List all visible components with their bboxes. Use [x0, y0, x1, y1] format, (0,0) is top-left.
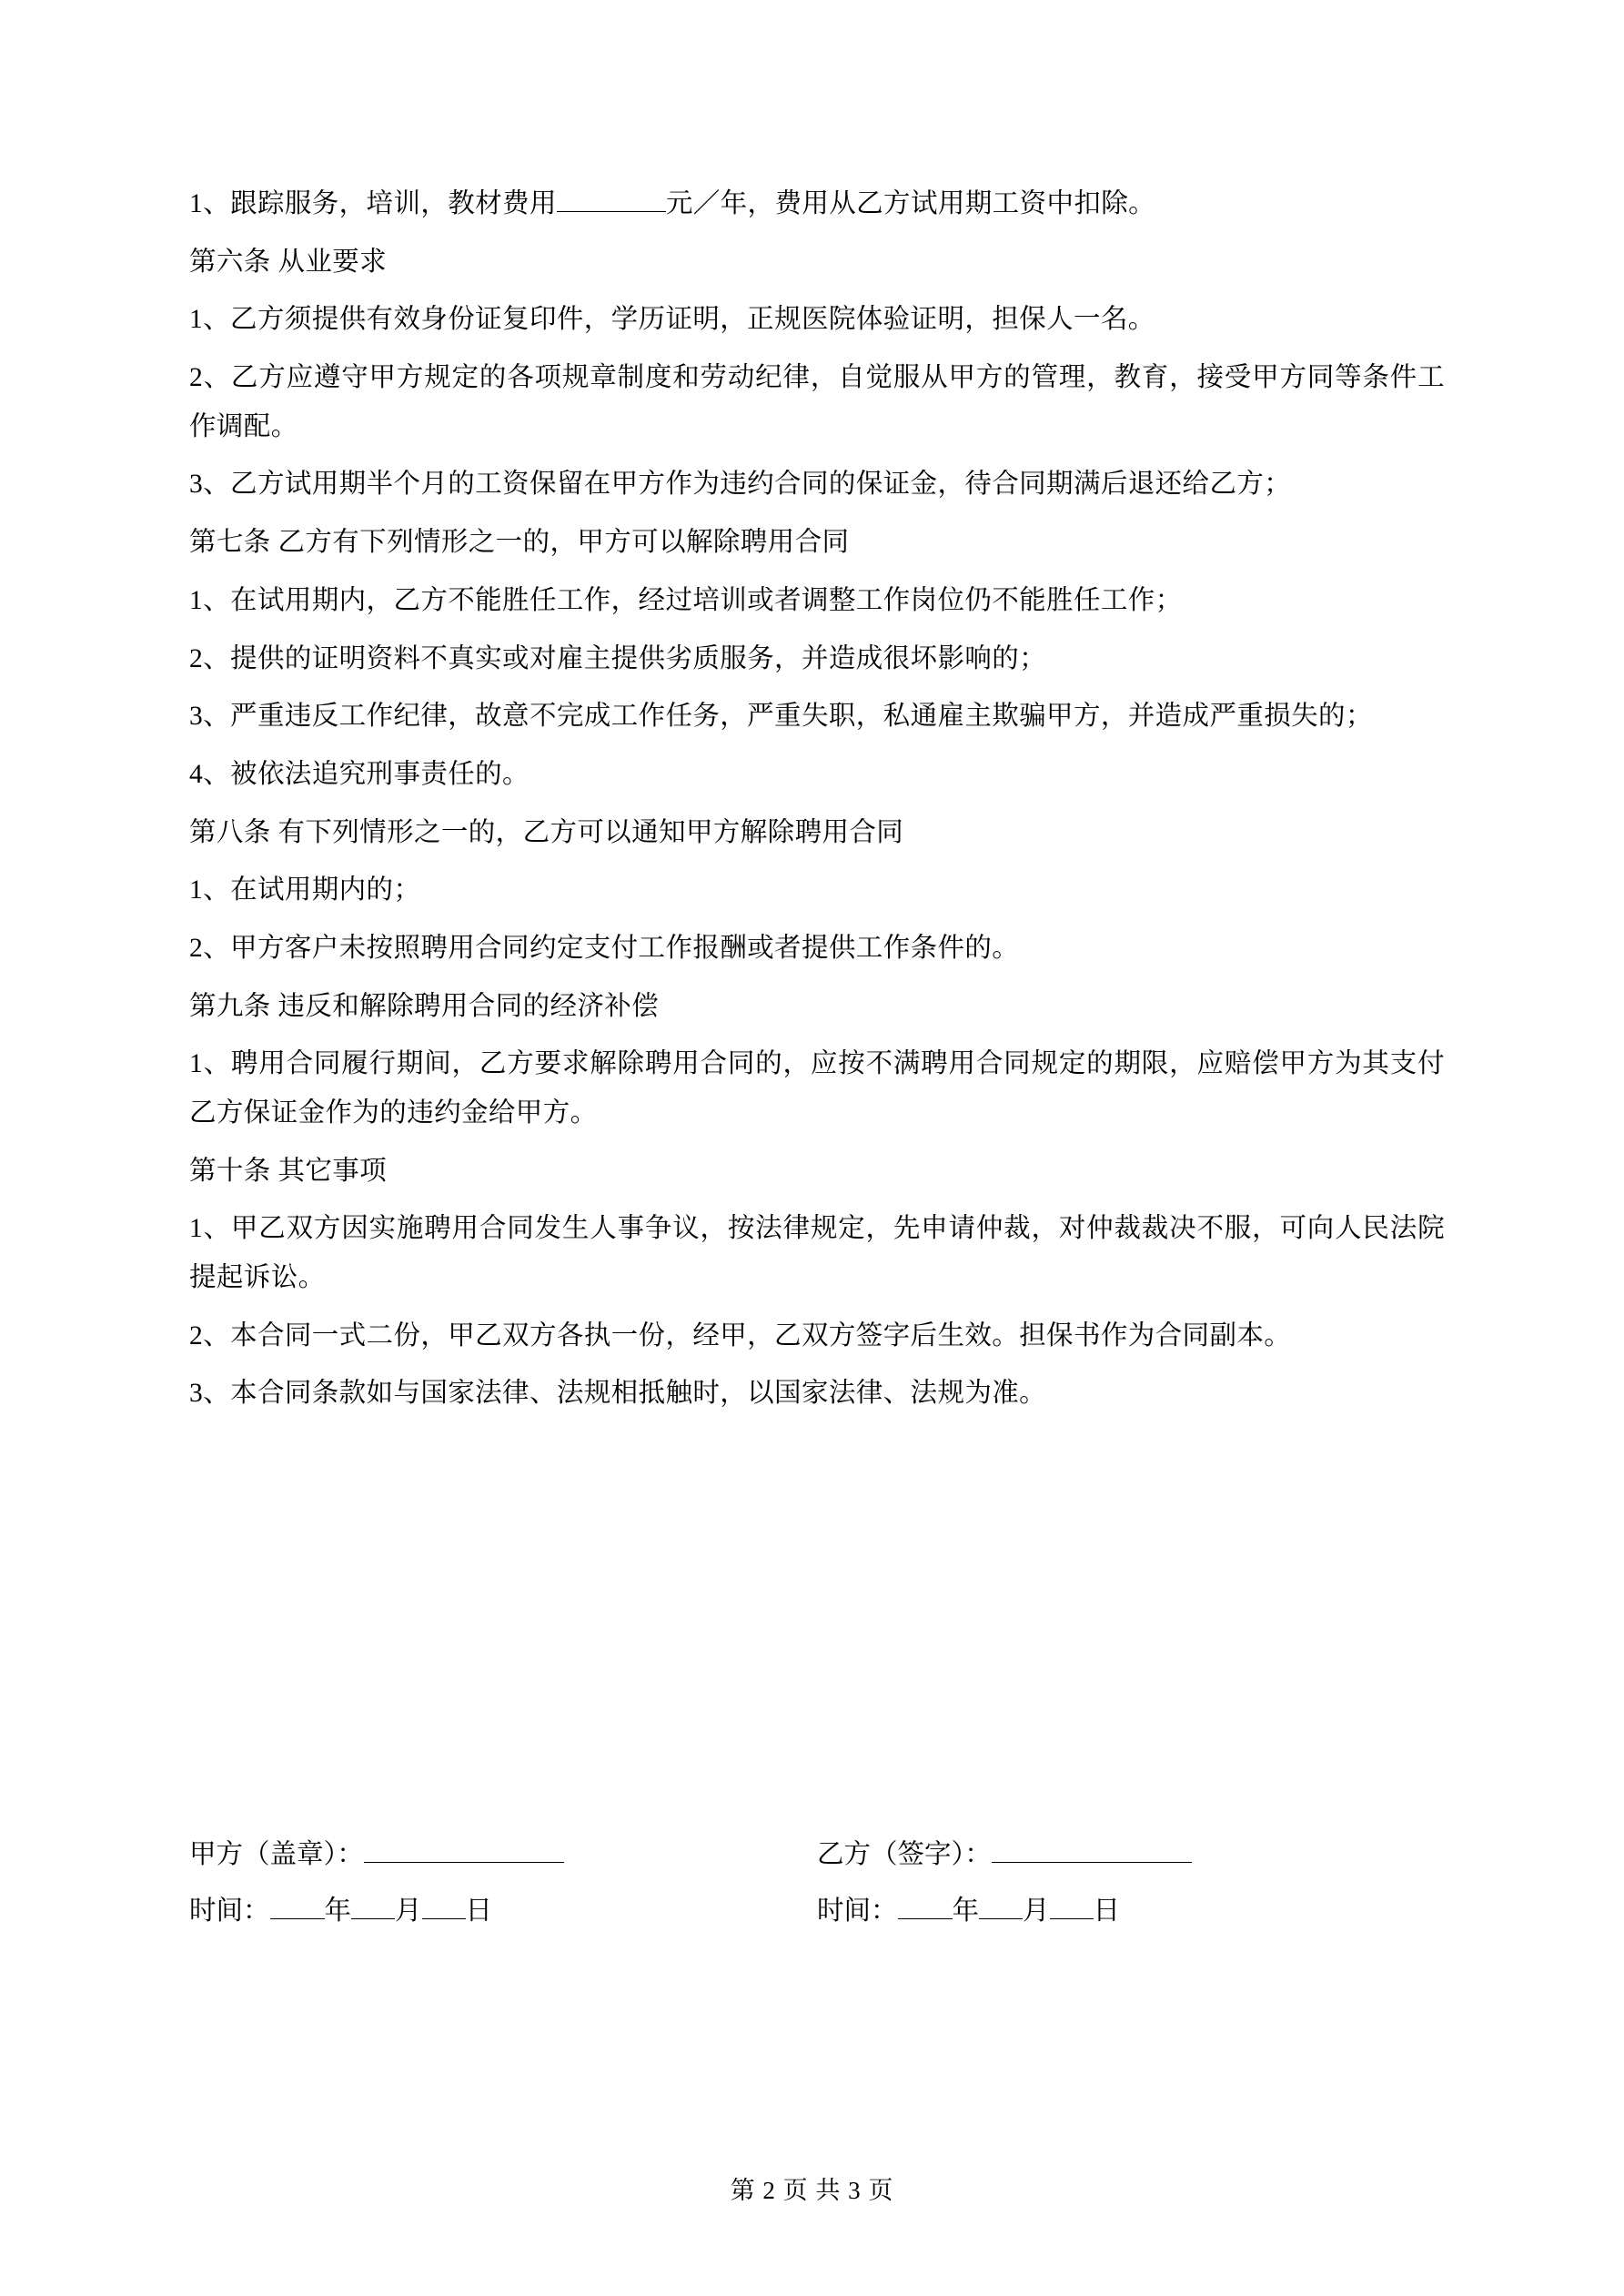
party-a-month-field[interactable]	[351, 1892, 395, 1920]
party-b-signature	[817, 1829, 1445, 1880]
paragraph-article-six-2: 2、乙方应遵守甲方规定的各项规章制度和劳动纪律，自觉服从甲方的管理，教育，接受甲方同等条件工作调配。	[189, 363, 1445, 441]
paragraph-article-seven-3: 3、严重违反工作纪律，故意不完成工作任务，严重失职，私通雇主欺骗甲方，并造成严重损失的；	[189, 702, 1373, 732]
party-b-date	[817, 1886, 1445, 1937]
paragraph-article-ten-1: 1、甲乙双方因实施聘用合同发生人事争议，按法律规定，先申请仲裁，对仲裁裁决不服，可向人民法院提起诉讼。	[189, 1214, 1445, 1293]
party-a-year-field[interactable]	[270, 1892, 325, 1920]
paragraph-fee-prefix: 1、跟踪服务，培训，教材费用	[189, 189, 557, 218]
paragraph-article-seven-2: 2、提供的证明资料不真实或对雇主提供劣质服务，并造成很坏影响的；	[189, 643, 1047, 673]
page-footer: 第 2 页 共 3 页	[730, 2177, 894, 2204]
paragraph-article-seven-1: 1、在试用期内，乙方不能胜任工作，经过培训或者调整工作岗位仍不能胜任工作；	[189, 585, 1183, 615]
paragraph-article-eight-1: 1、在试用期内的；	[189, 875, 421, 905]
fee-blank-field[interactable]	[557, 185, 666, 213]
party-a-label: 甲方（盖章）：	[189, 1840, 364, 1869]
paragraph-article-seven-4: 4、被依法追究刑事责任的。	[189, 759, 530, 789]
paragraph-article-ten-3: 3、本合同条款如与国家法律、法规相抵触时，以国家法律、法规为准。	[189, 1379, 1047, 1409]
document-body	[189, 180, 1445, 1428]
paragraph-fee	[189, 180, 1445, 229]
paragraph-article-ten-2: 2、本合同一式二份，甲乙双方各执一份，经甲，乙双方签字后生效。担保书作为合同副本。	[189, 1320, 1292, 1350]
party-b-month-field[interactable]	[979, 1892, 1023, 1920]
party-a-seal-field[interactable]	[364, 1836, 564, 1864]
party-b-sign-field[interactable]	[992, 1836, 1192, 1864]
heading-article-six: 第六条 从业要求	[189, 247, 388, 277]
heading-article-ten: 第十条 其它事项	[189, 1156, 388, 1186]
paragraph-article-nine-1: 1、聘用合同履行期间，乙方要求解除聘用合同的，应按不满聘用合同规定的期限，应赔偿甲方为其支付乙方保证金作为的违约金给甲方。	[189, 1049, 1445, 1128]
party-b-date-label: 时间：	[817, 1896, 898, 1927]
signature-dates-row	[189, 1886, 1445, 1937]
party-a-month-unit: 月	[395, 1896, 422, 1927]
signature-block	[189, 1829, 1445, 1942]
heading-article-eight: 第八条 有下列情形之一的，乙方可以通知甲方解除聘用合同	[189, 817, 904, 847]
party-b-label: 乙方（签字）：	[817, 1840, 992, 1869]
party-a-day-field[interactable]	[422, 1892, 466, 1920]
party-a-date-label: 时间：	[189, 1896, 270, 1927]
paragraph-article-eight-2: 2、甲方客户未按照聘用合同约定支付工作报酬或者提供工作条件的。	[189, 933, 1020, 963]
paragraph-fee-suffix: 元／年，费用从乙方试用期工资中扣除。	[665, 189, 1156, 218]
heading-article-nine: 第九条 违反和解除聘用合同的经济补偿	[189, 991, 660, 1021]
heading-article-seven: 第七条 乙方有下列情形之一的，甲方可以解除聘用合同	[189, 528, 850, 558]
party-a-date	[189, 1886, 817, 1937]
paragraph-article-six-3: 3、乙方试用期半个月的工资保留在甲方作为违约合同的保证金，待合同期满后退还给乙方；	[189, 470, 1292, 500]
party-a-day-unit: 日	[465, 1896, 493, 1927]
party-a-signature	[189, 1829, 817, 1880]
party-a-year-unit: 年	[324, 1896, 352, 1927]
party-b-year-field[interactable]	[898, 1892, 953, 1920]
party-b-year-unit: 年	[952, 1896, 980, 1927]
party-b-day-unit: 日	[1093, 1896, 1121, 1927]
paragraph-article-six-1: 1、乙方须提供有效身份证复印件，学历证明，正规医院体验证明，担保人一名。	[189, 305, 1155, 335]
party-b-day-field[interactable]	[1050, 1892, 1094, 1920]
party-b-month-unit: 月	[1023, 1896, 1050, 1927]
signature-names-row	[189, 1829, 1445, 1880]
